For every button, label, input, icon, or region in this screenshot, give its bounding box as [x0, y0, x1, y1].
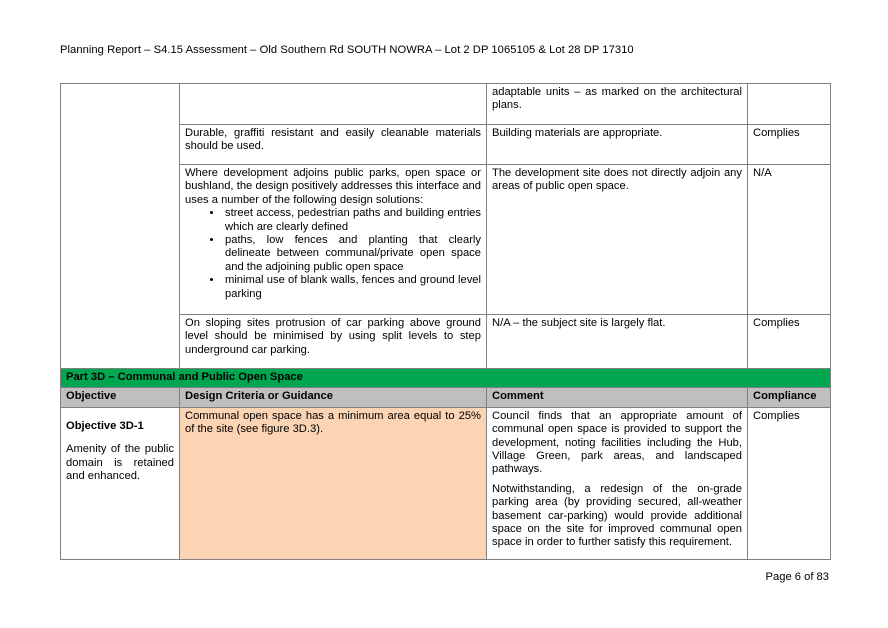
- compliance-cell: N/A: [748, 165, 831, 315]
- compliance-cell: [748, 84, 831, 125]
- column-header-row: [61, 388, 831, 407]
- page-number: Page 6 of 83: [765, 571, 829, 583]
- comment-cell: N/A – the subject site is largely flat.: [487, 315, 748, 369]
- list-item: • street access, pedestrian paths and building entries which are clearly defined: [223, 207, 481, 234]
- compliance-cell: Complies: [748, 315, 831, 369]
- column-header-criteria: Design Criteria or Guidance: [180, 388, 487, 407]
- table-row: [61, 84, 831, 125]
- design-solutions-list: [185, 207, 481, 301]
- criteria-cell: On sloping sites protrusion of car parking above ground level should be minimised by using split levels to step underground car parking.: [180, 315, 487, 369]
- assessment-table: [60, 83, 831, 560]
- objective-title: Objective 3D-1: [66, 419, 144, 432]
- criteria-cell: [180, 84, 487, 125]
- comment-paragraph: Notwithstanding, a redesign of the on-grade parking area (by providing secured, all-weather basement car-parking) would provide additional space on the site for improved communal open space in order to further satisfy this requirement.: [492, 482, 742, 549]
- column-header-objective: Objective: [61, 388, 180, 407]
- compliance-cell: Complies: [748, 125, 831, 165]
- criteria-intro: Where development adjoins public parks, open space or bushland, the design positively addresses this interface and uses a number of the following design solutions:: [185, 167, 481, 206]
- table-row: [61, 407, 831, 559]
- objective-cell-empty: [61, 84, 180, 369]
- comment-cell: [487, 407, 748, 559]
- criteria-cell-highlighted: Communal open space has a minimum area equal to 25% of the site (see figure 3D.3).: [180, 407, 487, 559]
- column-header-compliance: Compliance: [748, 388, 831, 407]
- objective-cell: [61, 407, 180, 559]
- objective-description: Amenity of the public domain is retained and enhanced.: [66, 443, 174, 483]
- comment-cell: Building materials are appropriate.: [487, 125, 748, 165]
- comment-cell: adaptable units – as marked on the architectural plans.: [487, 84, 748, 125]
- section-title: Part 3D – Communal and Public Open Space: [61, 369, 831, 388]
- criteria-cell: [180, 165, 487, 315]
- comment-cell: The development site does not directly adjoin any areas of public open space.: [487, 165, 748, 315]
- compliance-cell: Complies: [748, 407, 831, 559]
- list-item: • paths, low fences and planting that clearly delineate between communal/private open space and the adjoining public open space: [223, 234, 481, 274]
- column-header-comment: Comment: [487, 388, 748, 407]
- criteria-cell: Durable, graffiti resistant and easily cleanable materials should be used.: [180, 125, 487, 165]
- comment-paragraph: Council finds that an appropriate amount of communal open space is provided to support the development, noting facilities including the Hub, Village Green, park areas, and landscaped pathways.: [492, 409, 742, 476]
- page-header: Planning Report – S4.15 Assessment – Old Southern Rd SOUTH NOWRA – Lot 2 DP 1065105 & Lot 28 DP 17310: [60, 44, 634, 56]
- section-heading-row: [61, 369, 831, 388]
- list-item: • minimal use of blank walls, fences and ground level parking: [223, 274, 481, 301]
